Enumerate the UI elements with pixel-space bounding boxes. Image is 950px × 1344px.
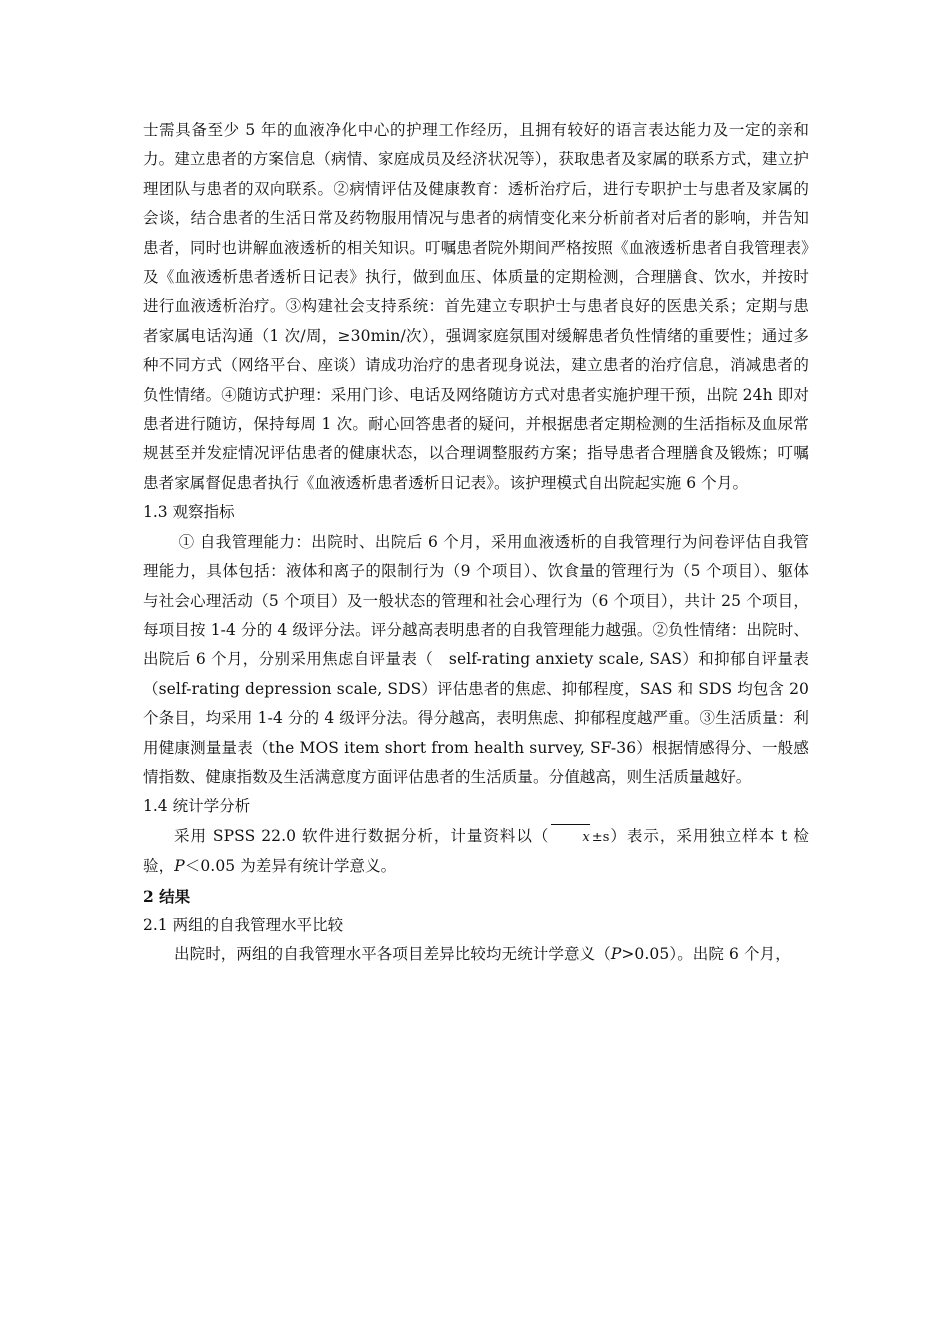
mean-x: x xyxy=(582,829,590,845)
mean-symbol xyxy=(549,823,591,852)
mean-bar xyxy=(551,824,589,825)
p-value-symbol: P xyxy=(174,857,185,876)
results-text-part2: >0.05）。出院 6 个月， xyxy=(621,945,791,964)
results-p-symbol: P xyxy=(610,945,622,964)
results-text-part1: 出院时，两组的自我管理水平各项目差异比较均无统计学意义（ xyxy=(174,945,611,964)
paragraph-intervention-details: 士需具备至少 5 年的血液净化中心的护理工作经历，且拥有较好的语言表达能力及一定的亲和力。建立患者的方案信息（病情、家庭成员及经济状况等），获取患者及家属的联系方式，建立护理团队与患者的双向联系。②病情评估及健康教育：透析治疗后，进行专职护士与患者及家属的会谈，结合患者的生活日常及药物服用情况与患者的病情变化来分析前者对后者的影响，并告知患者，同时也讲解血液透析的相关知识。叮嘱患者院外期间严格按照《血液透析患者自我管理表》及《血液透析患者透析日记表》执行，做到血压、体质量的定期检测，合理膳食、饮水，并按时进行血液透析治疗。③构建社会支持系统：首先建立专职护士与患者良好的医患关系；定期与患者家属电话沟通（1 次/周，≥30min/次），强调家庭氛围对缓解患者负性情绪的重要性；通过多种不同方式（网络平台、座谈）请成功治疗的患者现身说法，建立患者的治疗信息，消减患者的负性情绪。④随访式护理：采用门诊、电话及网络随访方式对患者实施护理干预，出院 24h 即对患者进行随访，保持每周 1 次。耐心回答患者的疑问，并根据患者定期检测的生活指标及血尿常规甚至并发症情况评估患者的健康状态，以合理调整服药方案；指导患者合理膳食及锻炼；叮嘱患者家属督促患者执行《血液透析患者透析日记表》。该护理模式自出院起实施 6 个月。 xyxy=(143,121,809,492)
paragraph-results-self-management xyxy=(143,940,809,969)
document-body xyxy=(143,116,809,970)
stats-text-part1: 采用 SPSS 22.0 软件进行数据分析，计量资料以（ xyxy=(174,826,550,845)
sd-symbol: ±s xyxy=(591,829,610,845)
section-heading-1-3: 1.3 观察指标 xyxy=(143,503,235,522)
section-heading-1-4: 1.4 统计学分析 xyxy=(143,797,251,816)
section-heading-2-1: 2.1 两组的自我管理水平比较 xyxy=(143,915,344,934)
section-heading-2: 2 结果 xyxy=(143,886,191,906)
stats-text-part3: ＜0.05 为差异有统计学意义。 xyxy=(184,857,397,876)
paragraph-statistics xyxy=(143,822,809,882)
paragraph-observation-indicators: ① 自我管理能力：出院时、出院后 6 个月，采用血液透析的自我管理行为问卷评估自我管理能力，具体包括：液体和离子的限制行为（9 个项目）、饮食量的管理行为（5 个项目）、躯体与社会心理活动（5 个项目）及一般状态的管理和社会心理行为（6 个项目），共计 25 个项目，每项目按 1-4 分的 4 级评分法。评分越高表明患者的自我管理能力越强。②负性情绪：出院时、出院后 6 个月，分别采用焦虑自评量表（ self-rating anxiety scale, SAS）和抑郁自评量表（self-rating depression scale, SDS）评估患者的焦虑、抑郁程度，SAS 和 SDS 均包含 20 个条目，均采用 1-4 分的 4 级评分法。得分越高，表明焦虑、抑郁程度越严重。③生活质量：利用健康测量量表（the MOS item short from health survey, SF-36）根据情感得分、一般感情指数、健康指数及生活满意度方面评估患者的生活质量。分值越高，则生活质量越好。 xyxy=(143,532,809,786)
stats-text-part2: ）表示，采用独立样本 t 检验， xyxy=(143,826,810,876)
